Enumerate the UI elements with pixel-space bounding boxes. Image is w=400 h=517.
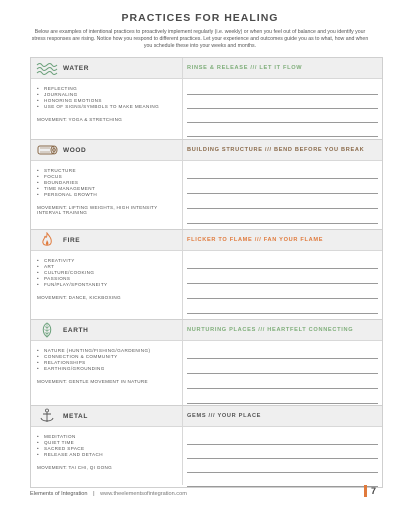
section-tagline: FLICKER TO FLAME /// FAN YOUR FLAME [187, 237, 324, 243]
list-item: • RELEASE AND DETACH [37, 452, 178, 458]
section-fire [31, 229, 382, 319]
movement-note: MOVEMENT: TAI CHI, QI GONG [37, 464, 113, 470]
writing-line[interactable] [187, 445, 378, 459]
writing-line[interactable] [187, 473, 378, 487]
practice-list [37, 434, 178, 458]
section-tagline: RINSE & RELEASE /// LET IT FLOW [187, 65, 303, 71]
practices-table [30, 57, 383, 488]
section-header [31, 230, 382, 251]
section-name: WATER [63, 64, 89, 72]
writing-line[interactable] [187, 95, 378, 109]
writing-line[interactable] [187, 209, 378, 224]
writing-line[interactable] [187, 179, 378, 194]
section-name: WOOD [63, 146, 87, 154]
movement-note: MOVEMENT: DANCE, KICKBOXING [37, 294, 121, 300]
practice-list [37, 86, 178, 110]
list-item: • CONNECTION & COMMUNITY [37, 354, 178, 360]
list-item: • CULTURE/COOKING [37, 270, 178, 276]
water-waves-icon [35, 60, 59, 76]
section-name: EARTH [63, 326, 89, 334]
writing-line[interactable] [187, 389, 378, 404]
writing-line[interactable] [187, 284, 378, 299]
writing-line[interactable] [187, 359, 378, 374]
writing-line[interactable] [187, 84, 378, 95]
leaf-icon [35, 322, 59, 338]
footer [30, 491, 187, 497]
movement-note: MOVEMENT: GENTLE MOVEMENT IN NATURE [37, 378, 148, 384]
list-item: • MEDITATION [37, 434, 178, 440]
practice-list [37, 258, 178, 288]
section-name: FIRE [63, 236, 81, 244]
page-number: 7 [371, 486, 377, 496]
list-item: • PASSIONS [37, 276, 178, 282]
writing-line[interactable] [187, 166, 378, 179]
list-item: • TIME MANAGEMENT [37, 186, 178, 192]
footer-url-link[interactable]: www.theelementsofintegration.com [100, 491, 187, 497]
list-item: • EARTHING/GROUNDING [37, 366, 178, 372]
section-header [31, 406, 382, 427]
intro-paragraph: Below are examples of intentional practices to proactively implement regularly (i.e. weekly) or when you feel out of balance and you identify your stress responses are rising. Notice how you respond to different practices. Let your experience and outcomes guide you as to what, how and when you schedule these into your weeks and months. [31, 29, 369, 50]
writing-line[interactable] [187, 299, 378, 314]
writing-lines [183, 79, 382, 139]
practice-list [37, 348, 178, 372]
movement-note: MOVEMENT: YOGA & STRETCHING [37, 116, 123, 122]
writing-lines [183, 427, 382, 487]
list-item: • ART [37, 264, 178, 270]
section-name: METAL [63, 412, 88, 420]
writing-line[interactable] [187, 374, 378, 389]
page-accent-bar [364, 485, 367, 497]
writing-line[interactable] [187, 109, 378, 123]
section-header [31, 140, 382, 161]
list-item: • HONORING EMOTIONS [37, 98, 178, 104]
list-item: • RELATIONSHIPS [37, 360, 178, 366]
section-water [31, 58, 382, 139]
list-item: • SACRED SPACE [37, 446, 178, 452]
anchor-icon [35, 408, 59, 424]
section-header [31, 320, 382, 341]
section-header [31, 58, 382, 79]
practice-list [37, 168, 178, 198]
writing-line[interactable] [187, 432, 378, 445]
list-item: • REFLECTING [37, 86, 178, 92]
list-item: • BOUNDARIES [37, 180, 178, 186]
list-item: • FOCUS [37, 174, 178, 180]
writing-lines [183, 341, 382, 405]
wood-log-icon [35, 142, 59, 158]
list-item: • FUN/PLAY/SPONTANEITY [37, 282, 178, 288]
writing-line[interactable] [187, 459, 378, 473]
writing-line[interactable] [187, 123, 378, 137]
footer-separator: | [93, 491, 95, 497]
writing-lines [183, 161, 382, 229]
section-tagline: NURTURING PLACES /// HEARTFELT CONNECTING [187, 327, 354, 333]
page-number-block [364, 485, 376, 497]
writing-line[interactable] [187, 256, 378, 269]
section-metal [31, 405, 382, 487]
movement-note: MOVEMENT: LIFTING WEIGHTS, HIGH INTENSITY INTERVAL TRAINING [37, 204, 158, 216]
writing-line[interactable] [187, 346, 378, 359]
list-item: • QUIET TIME [37, 440, 178, 446]
list-item: • NATURE (HUNTING/FISHING/GARDENING) [37, 348, 178, 354]
page-title: PRACTICES FOR HEALING [121, 12, 279, 24]
list-item: • USE OF SIGNS/SYMBOLS TO MAKE MEANING [37, 104, 178, 110]
list-item: • PERSONAL GROWTH [37, 192, 178, 198]
section-tagline: BUILDING STRUCTURE /// BEND BEFORE YOU BREAK [187, 147, 365, 153]
section-earth [31, 319, 382, 405]
writing-lines [183, 251, 382, 319]
section-tagline: GEMS /// YOUR PLACE [187, 413, 262, 419]
section-wood [31, 139, 382, 229]
flame-icon [35, 232, 59, 248]
list-item: • CREATIVITY [37, 258, 178, 264]
writing-line[interactable] [187, 269, 378, 284]
writing-line[interactable] [187, 194, 378, 209]
footer-brand: Elements of Integration [30, 491, 88, 497]
list-item: • JOURNALING [37, 92, 178, 98]
list-item: • STRUCTURE [37, 168, 178, 174]
